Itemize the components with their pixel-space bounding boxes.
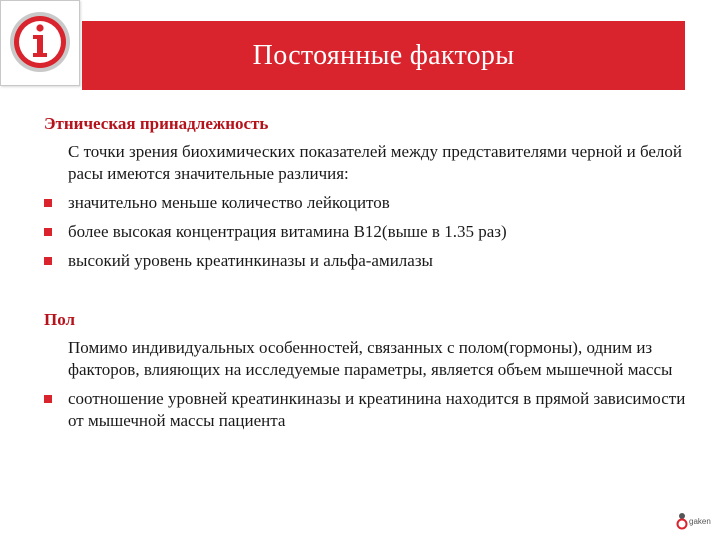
section-intro: Помимо индивидуальных особенностей, связанных с полом(гормоны), одним из факторов, влияющих на исследуемые параметры, является объем мышечной массы [68, 338, 673, 379]
bullet-text: соотношение уровней креатинкиназы и креатинина находится в прямой зависимости от мышечной массы пациента [68, 389, 686, 430]
bullet-square-icon [44, 395, 52, 403]
bullet-text: высокий уровень креатинкиназы и альфа-амилазы [68, 251, 433, 270]
logo-text: gaken [689, 516, 711, 526]
section-intro: С точки зрения биохимических показателей между представителями черной и белой расы имеются значительные различия: [68, 142, 682, 183]
bullet-list [44, 388, 704, 432]
section-ethnicity [44, 113, 704, 272]
info-logo-box [0, 0, 80, 86]
bullet-square-icon [44, 257, 52, 265]
bullet-square-icon [44, 228, 52, 236]
bullet-list [44, 192, 704, 272]
list-item [44, 221, 704, 243]
list-item [44, 250, 704, 272]
slide-content [44, 113, 704, 432]
section-heading: Пол [44, 310, 76, 329]
section-heading: Этническая принадлежность [44, 114, 269, 133]
bullet-text: более высокая концентрация витамина В12(выше в 1.35 раз) [68, 222, 507, 241]
page-title: Постоянные факторы [252, 39, 515, 71]
list-item [44, 388, 704, 432]
bullet-square-icon [44, 199, 52, 207]
title-bar [82, 21, 685, 90]
list-item [44, 192, 704, 214]
section-sex [44, 309, 704, 432]
company-logo [676, 512, 711, 530]
bullet-text: значительно меньше количество лейкоцитов [68, 193, 390, 212]
logo-mark-icon [676, 512, 688, 530]
info-icon [7, 9, 73, 75]
